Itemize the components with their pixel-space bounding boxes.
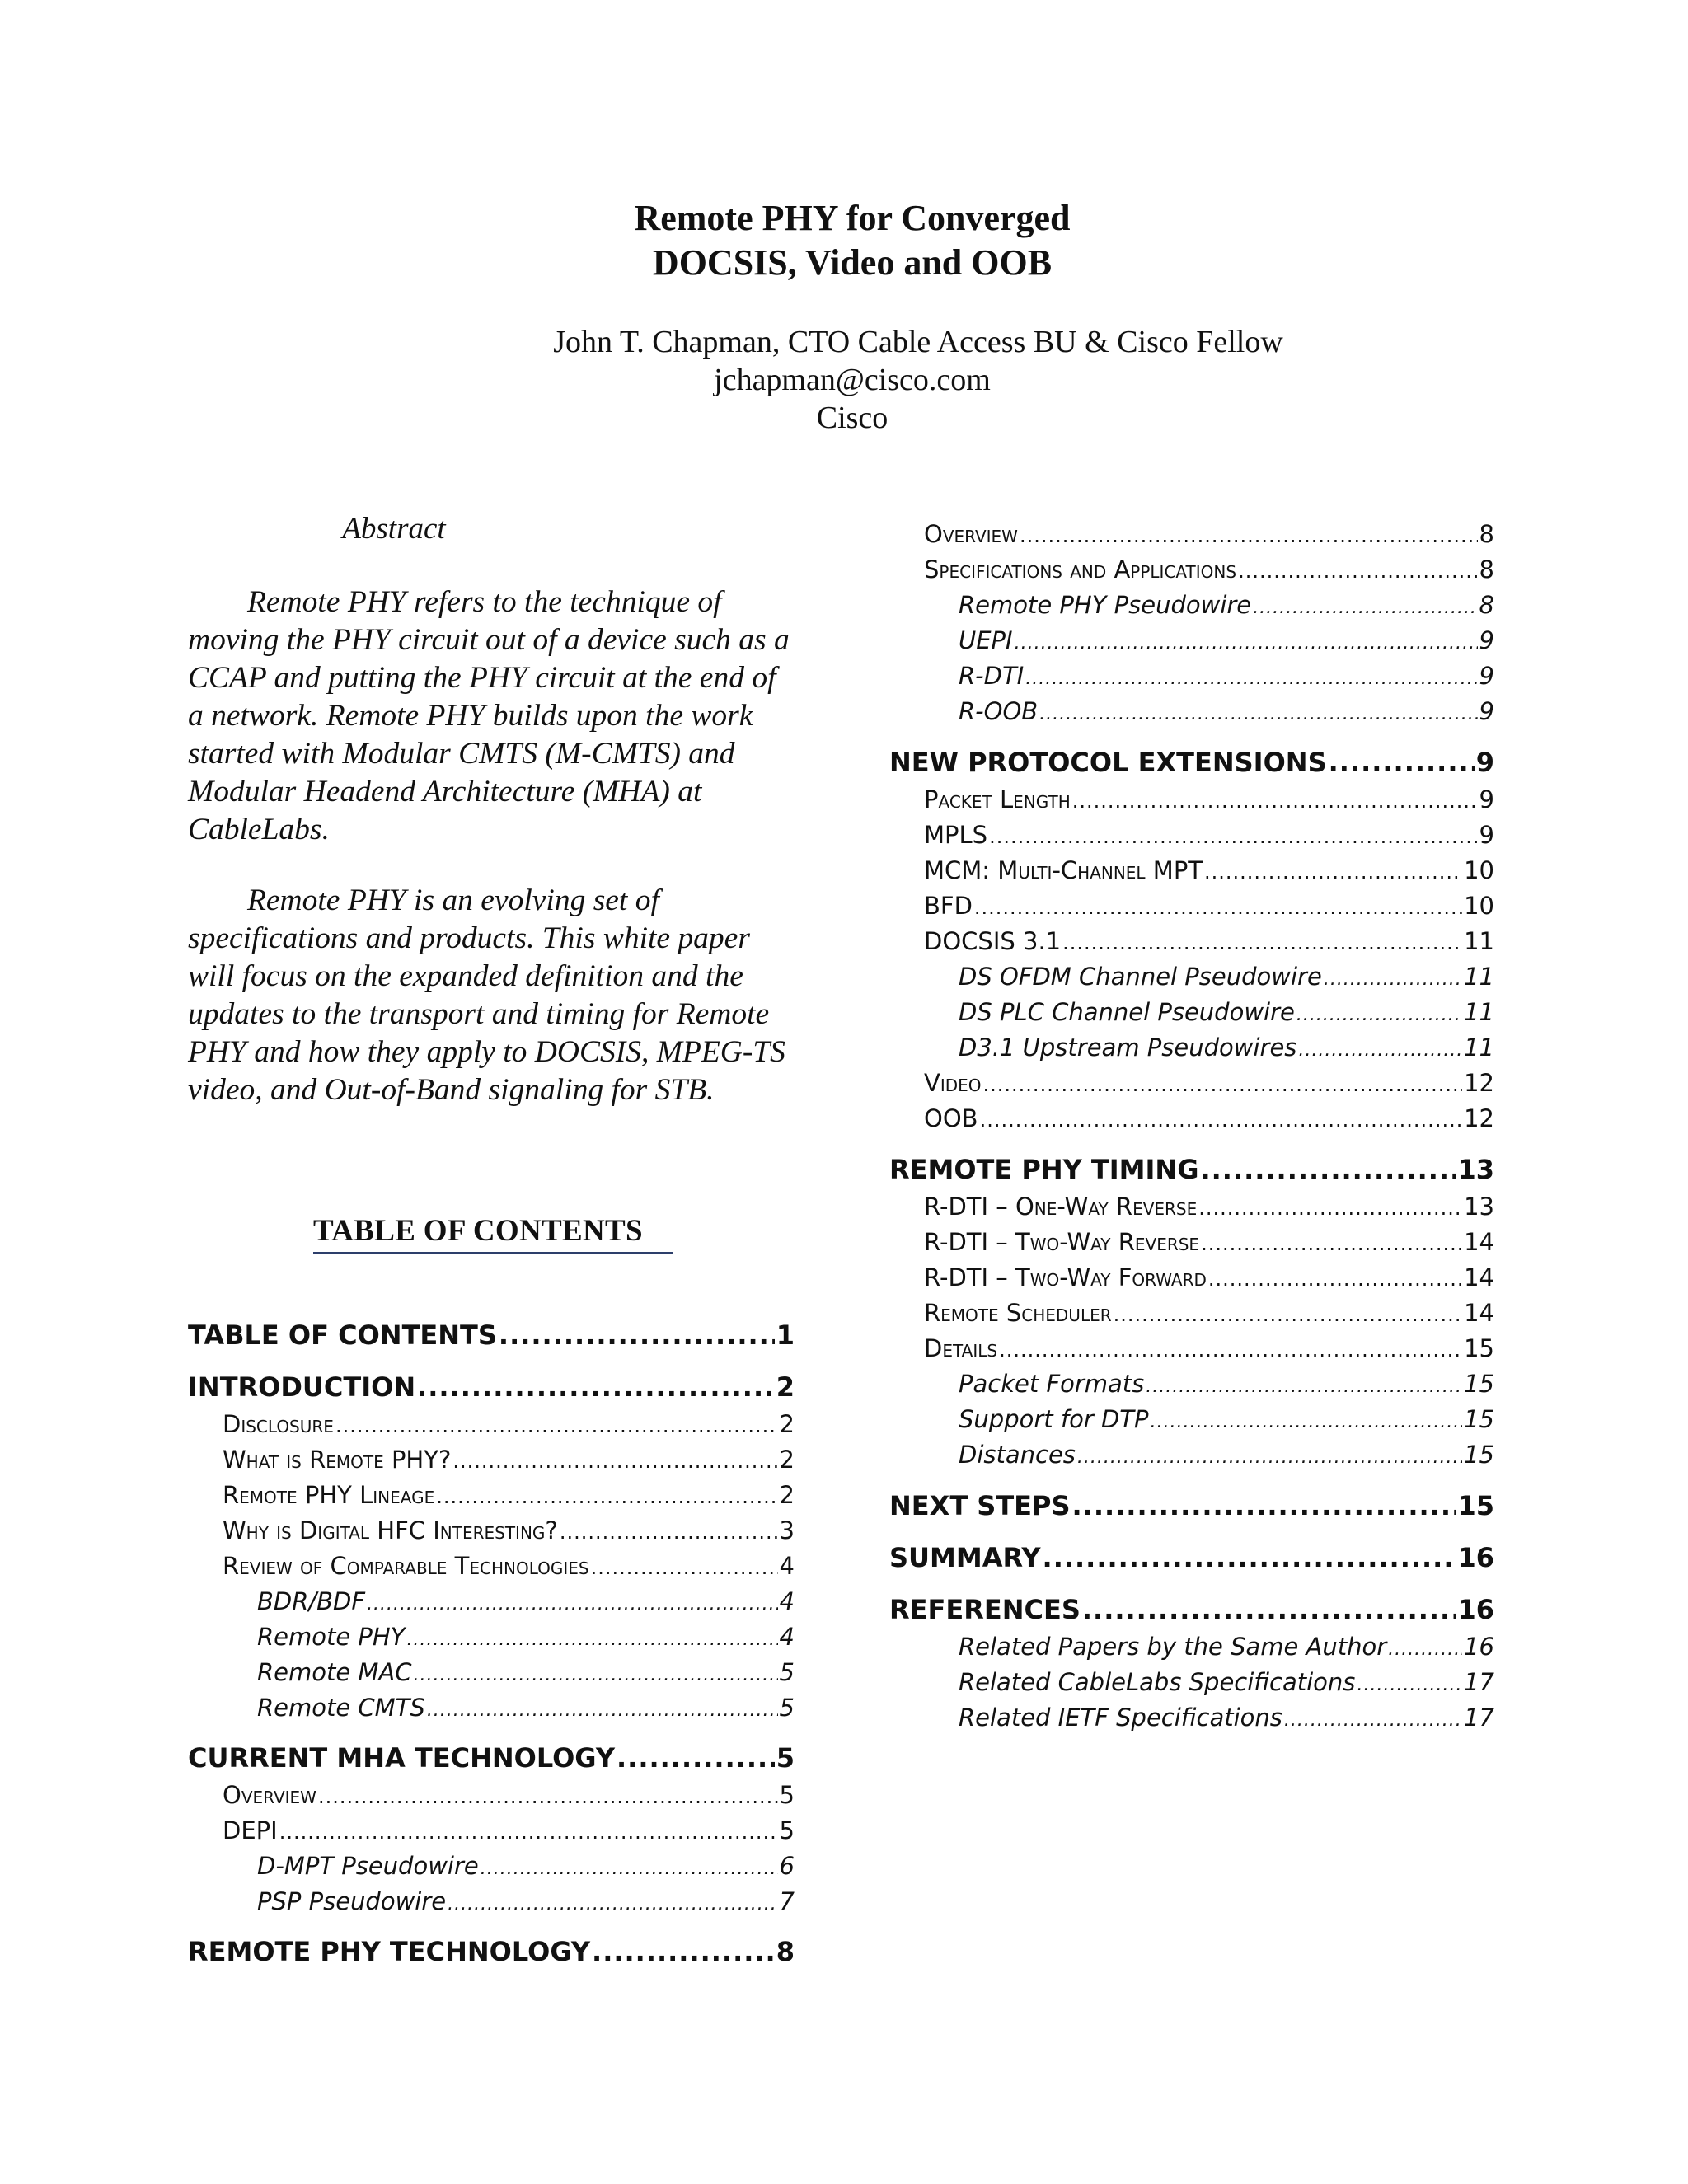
toc-entry[interactable] (889, 1331, 1494, 1366)
toc-entry-page: 17 (1464, 1704, 1494, 1732)
toc-entry-page: 13 (1457, 1154, 1494, 1185)
toc-entry-label: CURRENT MHA TECHNOLOGY (188, 1742, 616, 1774)
toc-entry[interactable] (188, 1316, 795, 1355)
toc-dot-leader (1072, 1487, 1456, 1526)
toc-dot-leader (1238, 554, 1477, 589)
toc-entry-page: 15 (1464, 1441, 1494, 1469)
toc-entry[interactable] (188, 1778, 795, 1813)
toc-entry-label: UEPI (959, 626, 1013, 654)
toc-entry-page: 8 (1479, 555, 1494, 583)
toc-dot-leader (1204, 855, 1462, 890)
toc-entry-page: 9 (1479, 662, 1494, 690)
toc-entry-label: R-DTI – Two-Way Reverse (924, 1228, 1200, 1256)
toc-entry[interactable] (188, 1549, 795, 1584)
toc-dot-leader (436, 1479, 777, 1515)
toc-entry-page: 15 (1464, 1405, 1494, 1433)
toc-dot-leader (1039, 696, 1477, 732)
toc-dot-leader (414, 1657, 778, 1693)
toc-entry[interactable] (889, 588, 1494, 623)
author-email: jchapman@cisco.com (714, 363, 991, 397)
toc-entry-label: DS PLC Channel Pseudowire (959, 998, 1295, 1026)
toc-entry[interactable] (889, 995, 1494, 1030)
toc-dot-leader (1043, 1539, 1456, 1577)
toc-entry[interactable] (889, 1296, 1494, 1331)
toc-entry-page: 15 (1464, 1370, 1494, 1398)
toc-entry-page: 6 (779, 1852, 795, 1880)
toc-entry-page: 14 (1464, 1263, 1494, 1291)
toc-entry[interactable] (188, 1933, 795, 1971)
toc-dot-leader (1200, 1151, 1456, 1189)
toc-entry-page: 10 (1464, 856, 1494, 884)
toc-dot-leader (592, 1933, 775, 1971)
toc-entry-page: 17 (1464, 1668, 1494, 1696)
toc-entry-label: Why is Digital HFC Interesting? (223, 1516, 558, 1544)
toc-entry[interactable] (889, 1591, 1494, 1629)
toc-entry-page: 8 (1479, 520, 1494, 548)
title-line-2: DOCSIS, Video and OOB (652, 242, 1053, 283)
toc-entry-page: 16 (1457, 1594, 1494, 1625)
toc-entry-label: REMOTE PHY TECHNOLOGY (188, 1936, 591, 1967)
toc-entry[interactable] (188, 1584, 795, 1619)
toc-dot-leader (1208, 1262, 1462, 1297)
toc-entry-label: MCM: Multi-Channel MPT (924, 856, 1203, 884)
abstract-heading: Abstract (342, 512, 446, 546)
toc-entry-page: 5 (779, 1816, 795, 1844)
abstract-paragraph-1 (188, 583, 798, 849)
title-line-1: Remote PHY for Converged (634, 198, 1071, 238)
toc-entry-page: 9 (1475, 747, 1494, 778)
toc-entry-label: Remote PHY Lineage (223, 1481, 435, 1509)
toc-entry-label: Related IETF Specifications (959, 1704, 1282, 1732)
toc-entry-page: 7 (779, 1887, 795, 1915)
toc-dot-leader (1082, 1591, 1456, 1629)
toc-entry-label: SUMMARY (889, 1542, 1041, 1573)
toc-entry-page: 9 (1479, 821, 1494, 849)
toc-entry-page: 5 (779, 1658, 795, 1686)
toc-dot-leader (1062, 926, 1462, 961)
toc-entry-page: 12 (1464, 1069, 1494, 1097)
toc-entry-page: 3 (779, 1516, 795, 1544)
toc-entry[interactable] (188, 1884, 795, 1919)
toc-entry-page: 4 (779, 1587, 795, 1615)
toc-right-column (889, 517, 1494, 1736)
toc-dot-leader (999, 1333, 1462, 1368)
toc-entry-label: Related Papers by the Same Author (959, 1633, 1387, 1661)
toc-entry[interactable] (889, 1629, 1494, 1665)
toc-entry[interactable] (889, 1402, 1494, 1437)
toc-entry[interactable] (889, 888, 1494, 924)
toc-entry[interactable] (889, 694, 1494, 729)
toc-entry-page: 5 (779, 1781, 795, 1809)
toc-dot-leader (1025, 661, 1477, 696)
toc-dot-leader (1253, 590, 1477, 626)
toc-dot-leader (617, 1739, 775, 1778)
toc-dot-leader (481, 1851, 778, 1886)
toc-entry-page: 14 (1464, 1299, 1494, 1327)
toc-entry-page: 15 (1464, 1334, 1494, 1362)
toc-entry-label: D3.1 Upstream Pseudowires (959, 1033, 1297, 1062)
toc-dot-leader (452, 1444, 777, 1479)
toc-entry-label: Details (924, 1334, 998, 1362)
toc-entry-label: Related CableLabs Specifications (959, 1668, 1356, 1696)
toc-entry-page: 8 (1479, 591, 1494, 619)
toc-entry-label: R-DTI (959, 662, 1025, 690)
toc-dot-leader (499, 1316, 775, 1355)
toc-left-column (188, 1316, 795, 1971)
toc-entry-label: PSP Pseudowire (257, 1887, 447, 1915)
toc-entry[interactable] (889, 517, 1494, 552)
toc-entry-label: Remote Scheduler (924, 1299, 1112, 1327)
toc-entry-label: Specifications and Applications (924, 555, 1237, 583)
toc-entry-label: REMOTE PHY TIMING (889, 1154, 1199, 1185)
toc-entry-label: Remote MAC (257, 1658, 412, 1686)
author-affiliation: Cisco (816, 401, 889, 435)
toc-dot-leader (560, 1515, 778, 1550)
toc-entry-page: 4 (779, 1623, 795, 1651)
toc-entry-label: BFD (924, 892, 973, 920)
toc-entry[interactable] (188, 1442, 795, 1478)
toc-entry[interactable] (889, 1189, 1494, 1225)
toc-entry-page: 15 (1457, 1490, 1494, 1521)
paper-title (0, 196, 1688, 285)
toc-entry-label: REFERENCES (889, 1594, 1081, 1625)
toc-entry[interactable] (889, 1030, 1494, 1066)
toc-entry-page: 11 (1464, 963, 1494, 991)
toc-entry[interactable] (188, 1690, 795, 1726)
toc-entry-page: 2 (779, 1446, 795, 1474)
toc-dot-leader (1151, 1404, 1463, 1440)
abstract-paragraph-2-text: Remote PHY is an evolving set of specifications and products. This white paper will focus on the expanded definition and the updates to the transport and timing for Remote PHY and how they apply to DOCSIS, MPEG-TS video, and Out-of-Band signaling for STB. (188, 883, 785, 1107)
toc-dot-leader (367, 1586, 777, 1622)
toc-entry-page: 2 (776, 1371, 795, 1403)
toc-entry-page: 13 (1464, 1193, 1494, 1221)
toc-entry[interactable] (188, 1849, 795, 1884)
toc-entry[interactable] (188, 1478, 795, 1513)
toc-dot-leader (1388, 1632, 1462, 1667)
toc-entry-page: 9 (1479, 697, 1494, 725)
toc-entry-label: NEW PROTOCOL EXTENSIONS (889, 747, 1327, 778)
toc-entry-label: R-DTI – One-Way Reverse (924, 1193, 1198, 1221)
toc-entry[interactable] (889, 924, 1494, 959)
toc-entry-page: 5 (779, 1694, 795, 1722)
toc-entry-label: Packet Length (924, 785, 1071, 813)
toc-entry-label: Remote CMTS (257, 1694, 425, 1722)
toc-dot-leader (427, 1693, 778, 1728)
toc-entry[interactable] (889, 1539, 1494, 1577)
toc-dot-leader (974, 890, 1462, 926)
author-block (0, 323, 1688, 437)
toc-entry-page: 11 (1464, 998, 1494, 1026)
toc-entry-label: DOCSIS 3.1 (924, 927, 1062, 955)
toc-entry-label: Disclosure (223, 1410, 334, 1438)
toc-entry[interactable] (889, 1487, 1494, 1526)
toc-dot-leader (1072, 784, 1478, 819)
toc-dot-leader (1298, 1033, 1462, 1068)
toc-dot-leader (335, 1408, 778, 1444)
toc-entry-page: 16 (1457, 1542, 1494, 1573)
toc-entry-page: 8 (776, 1936, 795, 1967)
toc-entry-page: 2 (779, 1410, 795, 1438)
toc-entry[interactable] (188, 1368, 795, 1407)
toc-entry-label: What is Remote PHY? (223, 1446, 452, 1474)
toc-heading: TABLE OF CONTENTS (313, 1214, 643, 1248)
toc-dot-leader (1201, 1226, 1462, 1262)
toc-entry[interactable] (889, 1225, 1494, 1260)
toc-entry-label: Distances (959, 1441, 1076, 1469)
toc-dot-leader (1198, 1191, 1462, 1226)
toc-entry-label: DEPI (223, 1816, 278, 1844)
toc-entry-label: MPLS (924, 821, 988, 849)
toc-entry[interactable] (889, 552, 1494, 588)
toc-entry[interactable] (188, 1739, 795, 1778)
toc-entry-label: Overview (924, 520, 1018, 548)
toc-entry[interactable] (889, 623, 1494, 658)
toc-entry-page: 4 (779, 1552, 795, 1580)
toc-dot-leader (989, 819, 1477, 855)
toc-entry[interactable] (188, 1655, 795, 1690)
toc-entry[interactable] (889, 743, 1494, 782)
toc-entry[interactable] (188, 1619, 795, 1655)
toc-entry-label: Remote PHY Pseudowire (959, 591, 1252, 619)
author-name: John T. Chapman, CTO Cable Access BU & Cisco Fellow (553, 325, 1283, 359)
toc-entry-label: D-MPT Pseudowire (257, 1852, 479, 1880)
toc-entry-page: 11 (1464, 927, 1494, 955)
toc-dot-leader (591, 1550, 778, 1586)
abstract-paragraph-2 (188, 882, 798, 1109)
toc-dot-leader (318, 1779, 778, 1815)
toc-dot-leader (983, 1067, 1463, 1103)
toc-dot-leader (1296, 997, 1462, 1033)
toc-entry[interactable] (889, 782, 1494, 818)
toc-entry[interactable] (188, 1813, 795, 1849)
toc-entry-label: Remote PHY (257, 1623, 406, 1651)
toc-entry[interactable] (889, 658, 1494, 694)
toc-entry-label: R-DTI – Two-Way Forward (924, 1263, 1207, 1291)
toc-dot-leader (1284, 1703, 1462, 1738)
toc-dot-leader (448, 1886, 777, 1922)
toc-entry-page: 12 (1464, 1104, 1494, 1132)
toc-entry-label: Review of Comparable Technologies (223, 1552, 589, 1580)
toc-entry[interactable] (889, 818, 1494, 853)
toc-entry[interactable] (889, 853, 1494, 888)
toc-entry[interactable] (889, 1260, 1494, 1296)
toc-entry[interactable] (889, 1151, 1494, 1189)
toc-entry-label: NEXT STEPS (889, 1490, 1071, 1521)
toc-dot-leader (1077, 1440, 1462, 1475)
toc-dot-leader (1114, 1297, 1462, 1333)
toc-dot-leader (980, 1103, 1463, 1138)
abstract-paragraph-1-text: Remote PHY refers to the technique of moving the PHY circuit out of a device such as a CCAP and putting the PHY circuit at the end of a network. Remote PHY builds upon the work started with Modular CMTS (M-CMTS) and Modular Headend Architecture (MHA) at CableLabs. (188, 585, 790, 846)
toc-entry-page: 1 (776, 1319, 795, 1351)
toc-entry-page: 11 (1464, 1033, 1494, 1062)
toc-entry-page: 9 (1479, 626, 1494, 654)
toc-dot-leader (406, 1622, 777, 1657)
toc-entry-label: DS OFDM Channel Pseudowire (959, 963, 1322, 991)
toc-entry[interactable] (889, 1700, 1494, 1736)
toc-entry-page: 10 (1464, 892, 1494, 920)
toc-entry-label: Packet Formats (959, 1370, 1145, 1398)
toc-entry-label: TABLE OF CONTENTS (188, 1319, 497, 1351)
toc-entry-label: BDR/BDF (257, 1587, 366, 1615)
toc-dot-leader (1329, 743, 1475, 782)
toc-entry[interactable] (889, 1101, 1494, 1137)
toc-entry[interactable] (188, 1513, 795, 1549)
toc-entry-label: R-OOB (959, 697, 1039, 725)
toc-entry-label: Support for DTP (959, 1405, 1149, 1433)
toc-entry-label: Overview (223, 1781, 316, 1809)
toc-entry-page: 16 (1464, 1633, 1494, 1661)
toc-dot-leader (1357, 1667, 1462, 1703)
toc-heading-underline (313, 1252, 673, 1254)
toc-entry-page: 14 (1464, 1228, 1494, 1256)
toc-entry[interactable] (889, 959, 1494, 995)
toc-entry-page: 9 (1479, 785, 1494, 813)
toc-entry-page: 5 (776, 1742, 795, 1774)
toc-entry-page: 2 (779, 1481, 795, 1509)
toc-dot-leader (279, 1815, 778, 1850)
toc-entry[interactable] (889, 1366, 1494, 1402)
toc-entry-label: INTRODUCTION (188, 1371, 416, 1403)
toc-dot-leader (417, 1368, 775, 1407)
toc-entry-label: OOB (924, 1104, 978, 1132)
toc-dot-leader (1015, 626, 1478, 661)
toc-dot-leader (1324, 962, 1462, 997)
toc-entry[interactable] (889, 1066, 1494, 1101)
toc-entry-label: Video (924, 1069, 982, 1097)
toc-entry[interactable] (889, 1665, 1494, 1700)
toc-dot-leader (1146, 1369, 1462, 1404)
toc-dot-leader (1020, 518, 1478, 554)
toc-entry[interactable] (188, 1407, 795, 1442)
toc-entry[interactable] (889, 1437, 1494, 1473)
